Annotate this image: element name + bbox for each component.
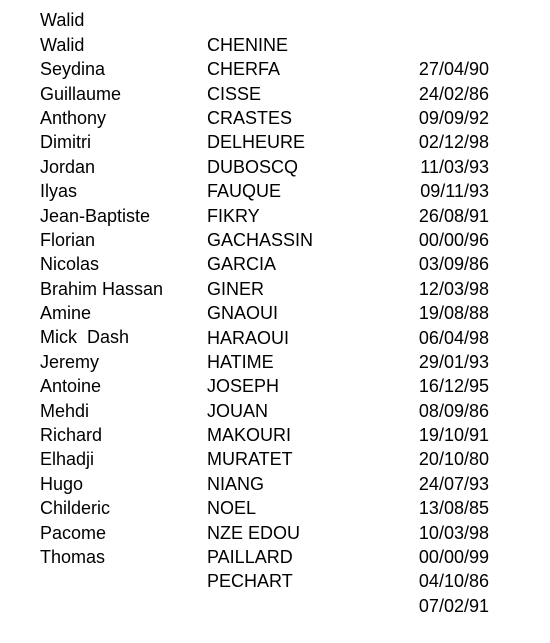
last-name: CHERFA xyxy=(207,59,281,80)
birth-date: 10/03/98 xyxy=(418,522,489,543)
first-name: Nicolas xyxy=(40,254,100,275)
first-name: Amine xyxy=(40,303,92,324)
first-name: Walid xyxy=(40,10,85,31)
first-name: Guillaume xyxy=(40,83,122,104)
last-name: NZE EDOU xyxy=(207,522,301,543)
last-name: NIANG xyxy=(207,473,265,494)
birth-date: 24/07/93 xyxy=(418,473,489,494)
last-name: FIKRY xyxy=(207,205,260,226)
first-name: Ilyas xyxy=(40,181,78,202)
birth-date: 27/04/90 xyxy=(418,59,489,80)
first-name: Dimitri xyxy=(40,132,91,153)
last-name: HARAOUI xyxy=(207,327,290,348)
first-name: Jordan xyxy=(40,156,96,177)
birth-date: 03/09/86 xyxy=(418,254,489,275)
last-name: GARCIA xyxy=(207,254,277,275)
last-name: NOEL xyxy=(207,498,257,519)
birth-date: 19/08/88 xyxy=(418,303,489,324)
last-name: PAILLARD xyxy=(207,547,293,568)
birth-date: 04/10/86 xyxy=(418,571,489,592)
last-name: JOSEPH xyxy=(207,376,280,397)
first-name: Hugo xyxy=(40,473,84,494)
birth-date: 06/04/98 xyxy=(418,327,489,348)
first-name: Walid xyxy=(40,34,85,55)
last-name: GNAOUI xyxy=(207,303,279,324)
birth-date: 09/11/93 xyxy=(420,181,489,202)
last-name: GACHASSIN xyxy=(207,229,314,250)
last-name: CRASTES xyxy=(207,107,293,128)
birth-date: 00/00/99 xyxy=(418,547,489,568)
birth-date: 08/09/86 xyxy=(418,400,489,421)
birth-date: 09/09/92 xyxy=(418,108,489,128)
first-name: Pacome xyxy=(40,522,107,543)
last-name: DUBOSCQ xyxy=(207,156,299,177)
birth-date: 11/03/93 xyxy=(420,156,489,177)
first-name: Florian xyxy=(40,229,96,250)
first-name: Mick Dash xyxy=(40,327,130,348)
first-name: Childeric xyxy=(40,498,111,519)
birth-date: 00/00/96 xyxy=(418,229,489,250)
birth-date: 12/03/98 xyxy=(418,278,489,299)
last-name: MURATET xyxy=(207,449,293,470)
birth-date: 16/12/95 xyxy=(418,376,489,397)
last-name: HATIME xyxy=(207,351,274,372)
birth-date: 24/02/86 xyxy=(418,83,489,104)
birth-date: 07/02/91 xyxy=(418,595,489,616)
first-name: Mehdi xyxy=(40,400,90,421)
last-name: CISSE xyxy=(207,83,262,104)
last-name: FAUQUE xyxy=(207,181,282,202)
last-name: PECHART xyxy=(207,571,293,592)
first-name: Jean-Baptiste xyxy=(40,205,151,226)
first-name: Anthony xyxy=(40,107,107,128)
birth-date: 26/08/91 xyxy=(418,205,489,226)
first-name: Jeremy xyxy=(40,351,100,372)
last-name: MAKOURI xyxy=(207,425,292,446)
first-name: Thomas xyxy=(40,547,106,567)
first-name: Richard xyxy=(40,425,103,446)
birth-date: 13/08/85 xyxy=(418,498,489,519)
last-name: GINER xyxy=(207,278,265,299)
birth-date: 02/12/98 xyxy=(418,132,489,153)
last-name: DELHEURE xyxy=(207,132,306,153)
last-name: JOUAN xyxy=(207,400,269,421)
first-name: Antoine xyxy=(40,376,102,397)
first-name: Elhadji xyxy=(40,449,95,470)
birth-date: 29/01/93 xyxy=(418,351,489,372)
birth-date: 20/10/80 xyxy=(418,449,489,470)
first-name: Brahim Hassan xyxy=(40,278,164,299)
last-name: CHENINE xyxy=(207,34,289,55)
birth-date: 19/10/91 xyxy=(418,425,489,446)
first-name: Seydina xyxy=(40,59,106,80)
